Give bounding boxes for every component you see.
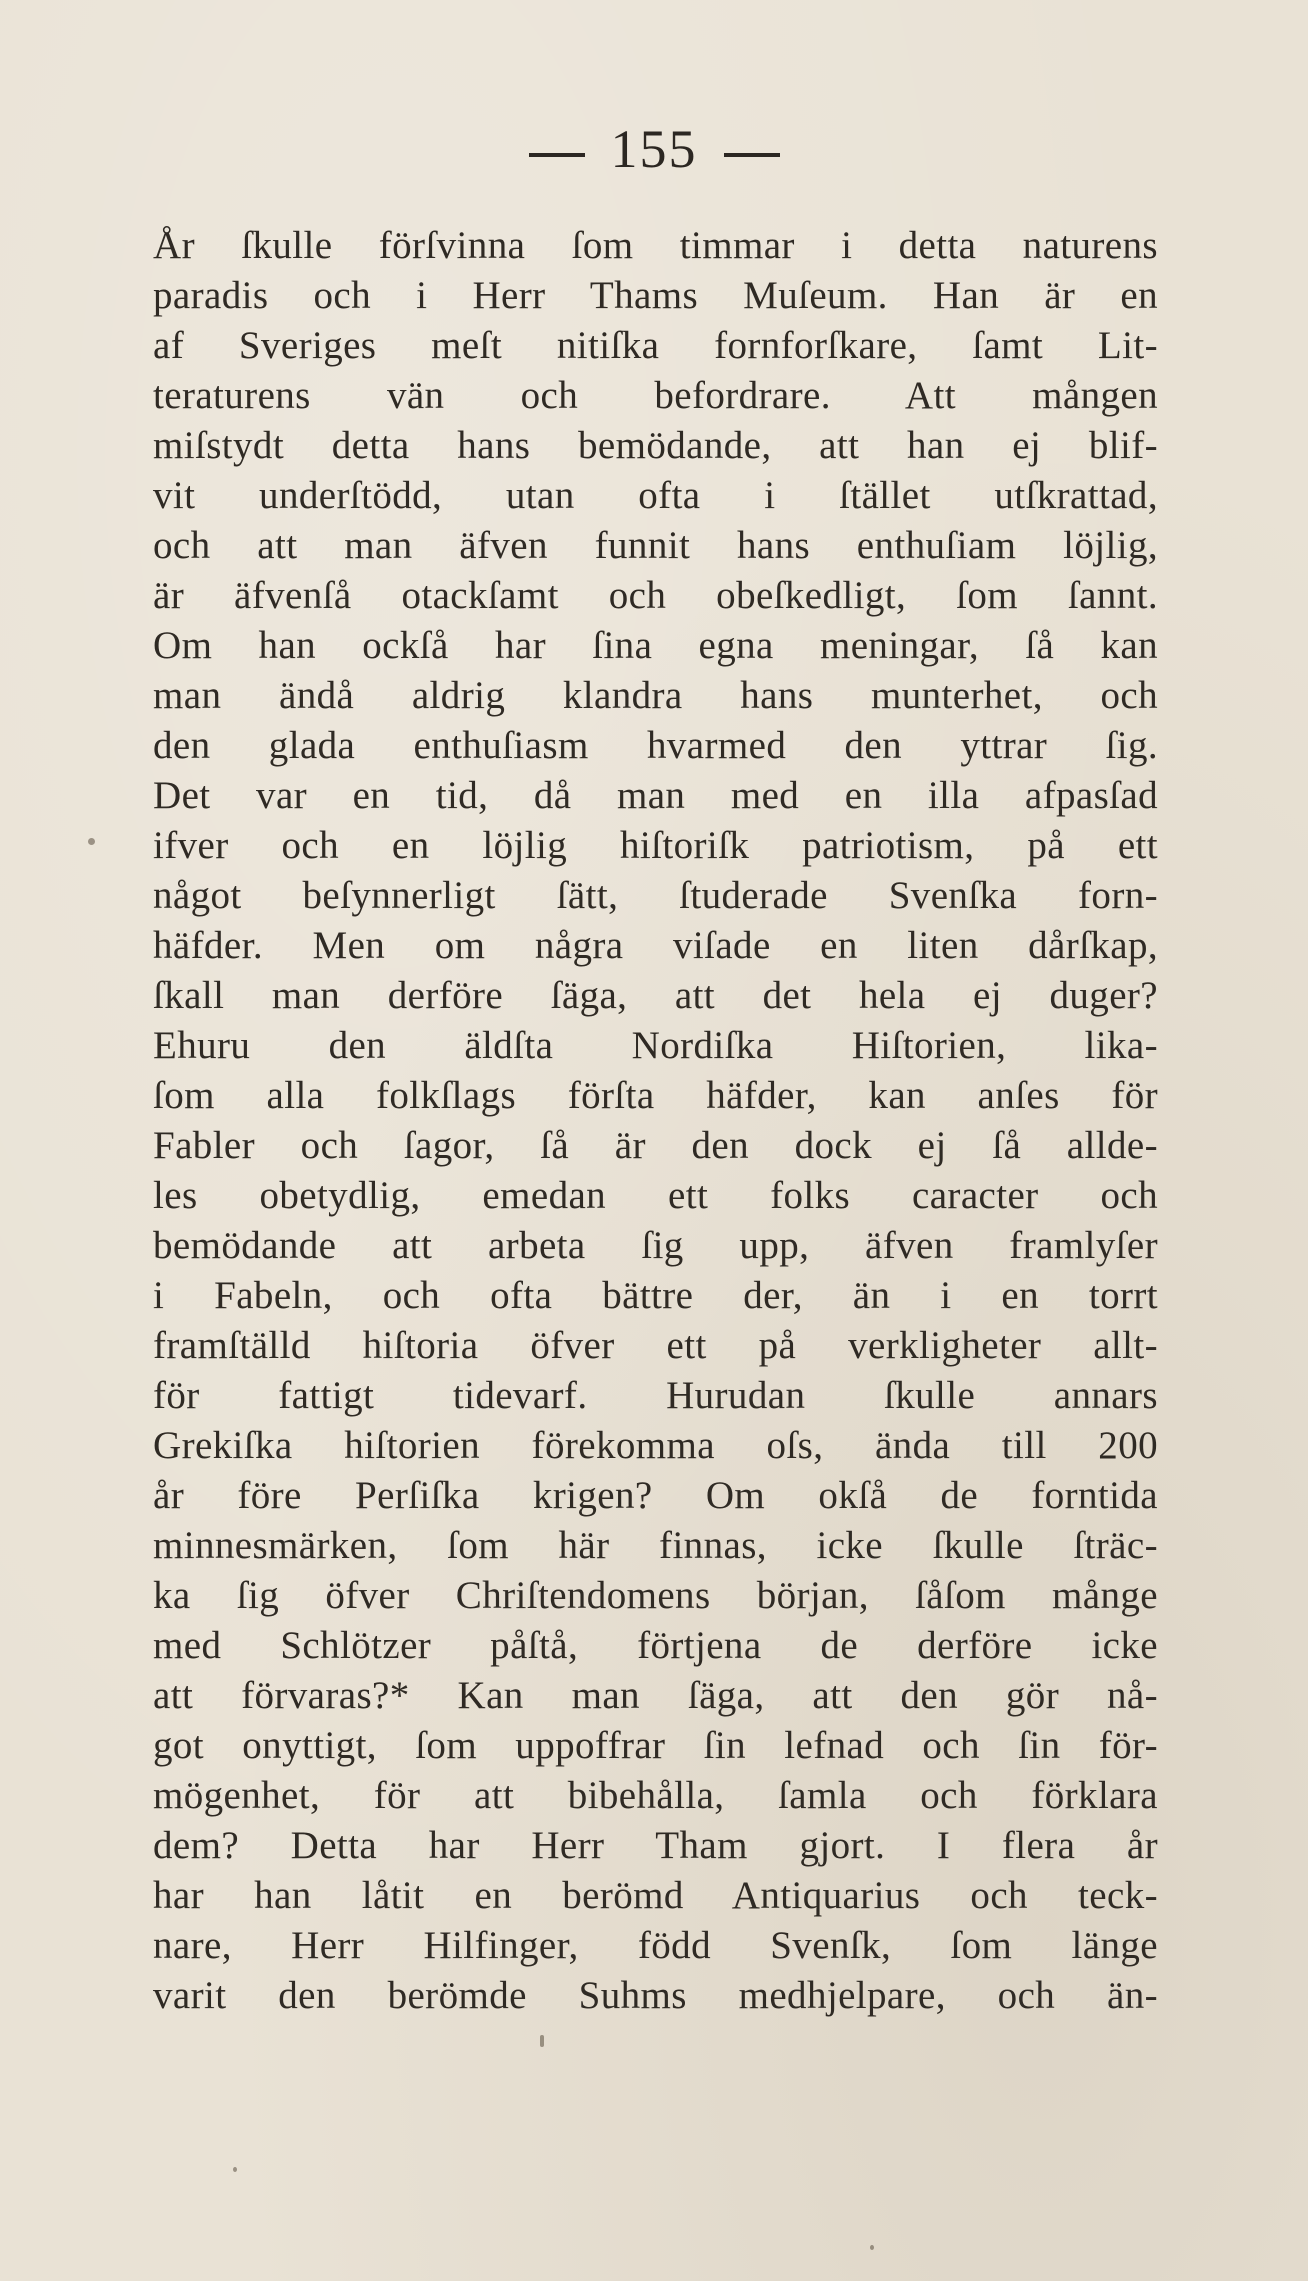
text-line: ifver och en löjlig hiſtoriſk patriotism, på ett [153, 824, 1158, 867]
text-line: dem? Detta har Herr Tham gjort. I flera år [153, 1824, 1158, 1867]
paper-speck [870, 2245, 874, 2250]
text-line: i Fabeln, och ofta bättre der, än i en torrt [153, 1274, 1158, 1317]
text-line: man ändå aldrig klandra hans munterhet, och [153, 674, 1158, 717]
text-line: ſom alla folkſlags förſta häfder, kan anſes för [153, 1074, 1158, 1117]
text-line: att förvaras?* Kan man ſäga, att den gör nå- [153, 1674, 1158, 1717]
text-line: miſstydt detta hans bemödande, att han ej blif- [153, 424, 1158, 467]
text-line: och att man äfven funnit hans enthuſiam löjlig, [153, 524, 1158, 567]
header-dash-right [724, 153, 780, 157]
paper-speck [540, 2035, 544, 2047]
text-line: är äfvenſå otackſamt och obeſkedligt, ſom ſannt. [153, 574, 1158, 617]
text-line: af Sveriges meſt nitiſka fornforſkare, ſamt Lit- [153, 324, 1158, 367]
text-line: Ehuru den äldſta Nordiſka Hiſtorien, lika- [153, 1024, 1158, 1067]
text-line: les obetydlig, emedan ett folks caracter och [153, 1174, 1158, 1217]
text-line: framſtälld hiſtoria öfver ett på verkligheter allt- [153, 1324, 1158, 1367]
page-number: 155 [610, 119, 698, 179]
text-line: minnesmärken, ſom här finnas, icke ſkulle ſträc- [153, 1524, 1158, 1567]
page-header [0, 118, 1308, 180]
text-line: Om han ockſå har ſina egna meningar, ſå kan [153, 624, 1158, 667]
text-line: vit underſtödd, utan ofta i ſtället utſkrattad, [153, 474, 1158, 517]
text-line: ka ſig öfver Chriſtendomens början, ſåſom månge [153, 1574, 1158, 1617]
text-line: år före Perſiſka krigen? Om okſå de forntida [153, 1474, 1158, 1517]
text-line: varit den berömde Suhms medhjelpare, och än- [153, 1974, 1158, 2017]
text-line: Grekiſka hiſtorien förekomma oſs, ända till 200 [153, 1424, 1158, 1467]
text-line: bemödande att arbeta ſig upp, äfven framlyſer [153, 1224, 1158, 1267]
text-line: för fattigt tidevarf. Hurudan ſkulle annars [153, 1374, 1158, 1417]
text-line: got onyttigt, ſom uppoffrar ſin lefnad och ſin för- [153, 1724, 1158, 1767]
text-line: teraturens vän och befordrare. Att mången [153, 374, 1158, 417]
text-line: År ſkulle förſvinna ſom timmar i detta naturens [153, 224, 1158, 267]
text-line: ſkall man derföre ſäga, att det hela ej duger? [153, 974, 1158, 1017]
paper-speck [88, 838, 95, 845]
text-line: den glada enthuſiasm hvarmed den yttrar ſig. [153, 724, 1158, 767]
text-line: nare, Herr Hilfinger, född Svenſk, ſom länge [153, 1924, 1158, 1967]
text-line: har han låtit en berömd Antiquarius och teck- [153, 1874, 1158, 1917]
header-dash-left [529, 153, 585, 157]
text-line: Fabler och ſagor, ſå är den dock ej ſå allde- [153, 1124, 1158, 1167]
text-line: paradis och i Herr Thams Muſeum. Han är en [153, 274, 1158, 317]
text-line: Det var en tid, då man med en illa afpasſad [153, 774, 1158, 817]
text-line: med Schlötzer påſtå, förtjena de derföre icke [153, 1624, 1158, 1667]
text-line: mögenhet, för att bibehålla, ſamla och förklara [153, 1774, 1158, 1817]
paper-speck [233, 2167, 237, 2172]
body-text [153, 221, 1158, 2021]
text-line: häfder. Men om några viſade en liten dårſkap, [153, 924, 1158, 967]
text-line: något beſynnerligt ſätt, ſtuderade Svenſka forn- [153, 874, 1158, 917]
